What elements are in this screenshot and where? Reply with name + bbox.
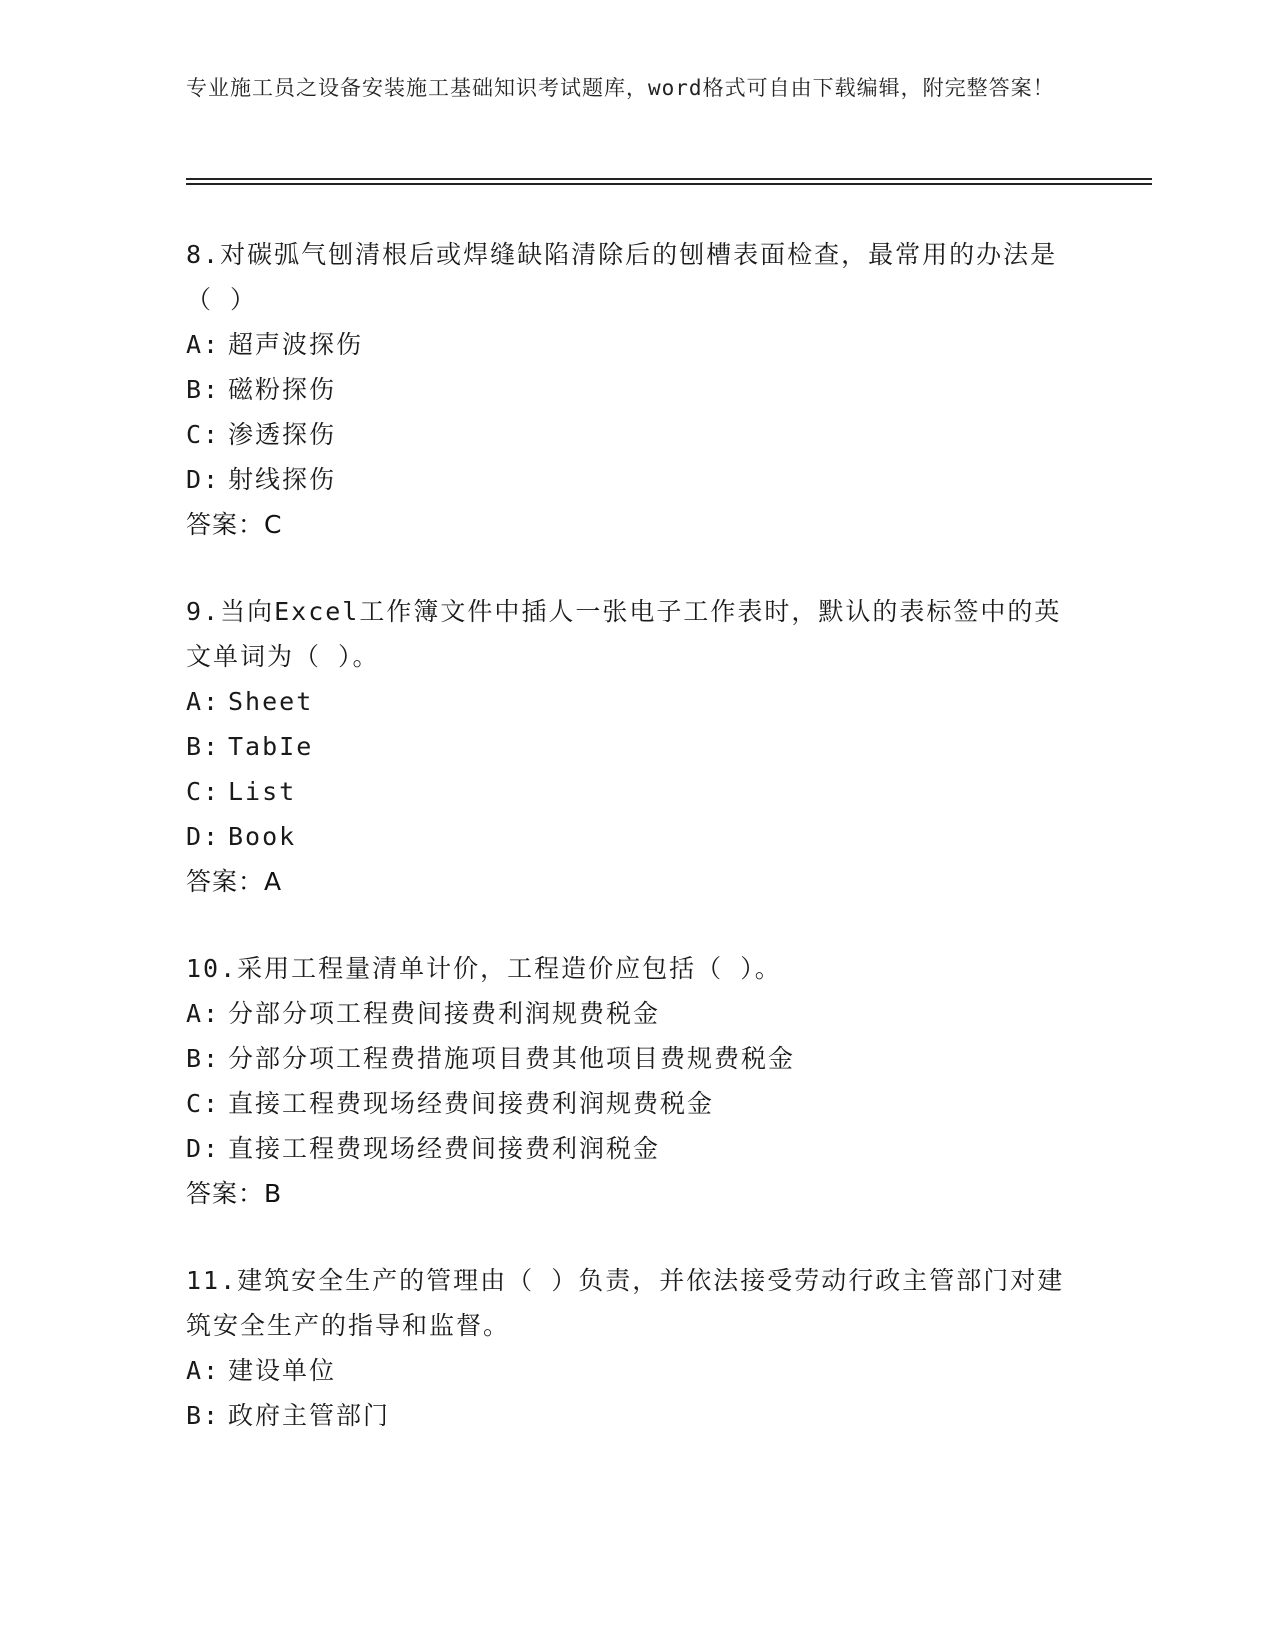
- option-b: [186, 1393, 1066, 1438]
- option-d: [186, 1126, 1066, 1171]
- option-c: [186, 1081, 1066, 1126]
- option-a: [186, 322, 1066, 367]
- option-letter: D:: [186, 822, 221, 851]
- option-b: [186, 724, 1066, 769]
- option-b: [186, 367, 1066, 412]
- question-stem: 11.建筑安全生产的管理由（ ）负责，并依法接受劳动行政主管部门对建筑安全生产的指导和监督。: [186, 1266, 1065, 1340]
- option-letter: C:: [186, 420, 221, 449]
- option-text: 渗透探伤: [228, 420, 337, 449]
- answer-line: 答案：C: [186, 510, 283, 539]
- option-text: List: [228, 777, 297, 806]
- option-letter: B:: [186, 732, 221, 761]
- option-text: 射线探伤: [228, 465, 337, 494]
- option-letter: A:: [186, 999, 221, 1028]
- header-rule-top: [186, 178, 1152, 180]
- question-9: [186, 589, 1066, 904]
- option-text: 建设单位: [228, 1356, 337, 1385]
- option-text: 超声波探伤: [228, 330, 364, 359]
- question-list: [186, 232, 1066, 1480]
- question-10: [186, 946, 1066, 1216]
- option-text: 分部分项工程费间接费利润规费税金: [228, 999, 661, 1028]
- option-text: 政府主管部门: [228, 1401, 391, 1430]
- option-a: [186, 991, 1066, 1036]
- option-a: [186, 1348, 1066, 1393]
- option-letter: A:: [186, 1356, 221, 1385]
- option-letter: C:: [186, 777, 221, 806]
- question-8: [186, 232, 1066, 547]
- option-letter: A:: [186, 687, 221, 716]
- option-text: 分部分项工程费措施项目费其他项目费规费税金: [228, 1044, 796, 1073]
- option-letter: B:: [186, 1044, 221, 1073]
- option-text: Sheet: [228, 687, 314, 716]
- option-text: 磁粉探伤: [228, 375, 337, 404]
- answer-line: 答案：A: [186, 867, 283, 896]
- option-text: 直接工程费现场经费间接费利润税金: [228, 1134, 661, 1163]
- option-letter: C:: [186, 1089, 221, 1118]
- header-rule-bottom: [186, 183, 1152, 185]
- option-letter: D:: [186, 465, 221, 494]
- option-c: [186, 769, 1066, 814]
- answer-line: 答案：B: [186, 1179, 283, 1208]
- question-11: [186, 1258, 1066, 1438]
- option-letter: B:: [186, 1401, 221, 1430]
- option-b: [186, 1036, 1066, 1081]
- option-letter: B:: [186, 375, 221, 404]
- option-c: [186, 412, 1066, 457]
- option-text: 直接工程费现场经费间接费利润规费税金: [228, 1089, 715, 1118]
- option-text: Book: [228, 822, 297, 851]
- option-text: TabIe: [228, 732, 314, 761]
- document-header: 专业施工员之设备安装施工基础知识考试题库，word格式可自由下载编辑，附完整答案！: [186, 76, 1055, 100]
- option-d: [186, 457, 1066, 502]
- question-stem: 8.对碳弧气刨清根后或焊缝缺陷清除后的刨槽表面检查，最常用的办法是（ ）: [186, 240, 1058, 314]
- option-letter: A:: [186, 330, 221, 359]
- question-stem: 9.当向Excel工作簿文件中插人一张电子工作表时，默认的表标签中的英文单词为（ ）。: [186, 597, 1062, 671]
- option-letter: D:: [186, 1134, 221, 1163]
- option-d: [186, 814, 1066, 859]
- option-a: [186, 679, 1066, 724]
- question-stem: 10.采用工程量清单计价，工程造价应包括（ ）。: [186, 954, 782, 983]
